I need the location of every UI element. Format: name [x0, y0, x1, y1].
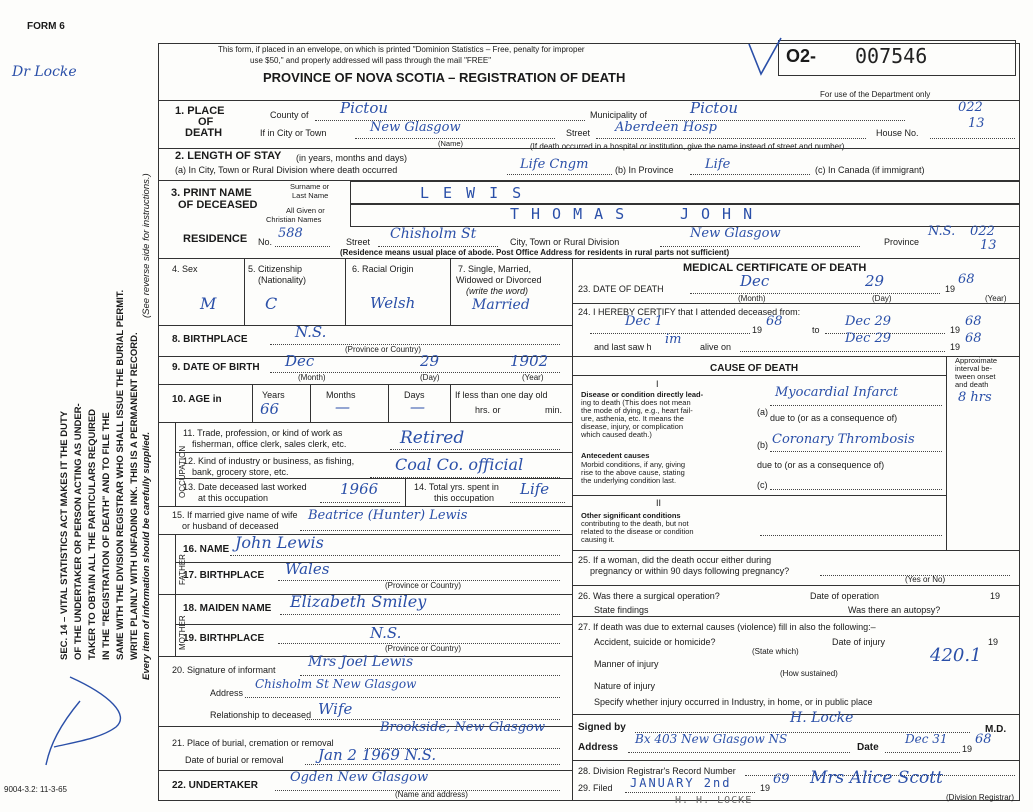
hospital-note: (If death occurred in a hospital or institution, give the name instead of street and number) — [530, 142, 845, 151]
dob-month: Dec — [285, 352, 315, 370]
sig-year: 68 — [975, 732, 992, 747]
interval-label-3: tween onset — [955, 372, 996, 381]
street-value: Aberdeen Hosp — [615, 120, 717, 135]
death-month: Dec — [740, 272, 770, 290]
stay-unit-hint: (in years, months and days) — [296, 153, 408, 163]
informant-signature: Mrs Joel Lewis — [308, 654, 414, 670]
handwritten-scribble — [40, 665, 150, 775]
sidebar-line3: TAKER TO OBTAIN ALL THE PARTICULARS REQUIRED — [87, 408, 98, 660]
specify-label: Specify whether injury occurred in Industry, in home, or in public place — [594, 697, 873, 707]
direct-cause-5: disease, injury, or complication — [581, 422, 683, 431]
surname-label-2: Last Name — [292, 191, 329, 200]
attended-to-date: Dec 29 — [845, 314, 892, 329]
q26-autopsy-label: Was there an autopsy? — [848, 605, 941, 615]
birthplace-value: N.S. — [295, 323, 327, 341]
under-day-label-2: hrs. or — [475, 405, 501, 415]
father-name-label: 16. NAME — [183, 544, 230, 555]
municipality-label: Municipality of — [590, 110, 648, 120]
city-value: New Glasgow — [370, 120, 461, 135]
md-label: M.D. — [985, 724, 1007, 735]
attended-from-year: 68 — [766, 314, 783, 329]
informant-address-label: Address — [210, 688, 244, 698]
sig-address-value: Bx 403 New Glasgow NS — [635, 732, 788, 746]
given-label-1: All Given or — [286, 206, 325, 215]
birthplace-label: 8. BIRTHPLACE — [172, 334, 248, 345]
racial-label: 6. Racial Origin — [352, 264, 414, 274]
residence-label: RESIDENCE — [183, 233, 248, 245]
antecedent-4: the underlying condition last. — [581, 476, 677, 485]
q26-operation-year: 19 — [990, 591, 1001, 601]
mother-birthplace: N.S. — [370, 624, 402, 642]
q27-accident-label: Accident, suicide or homicide? — [594, 637, 716, 647]
other-conditions-4: causing it. — [581, 535, 615, 544]
sig-date-value: Dec 31 — [905, 732, 948, 746]
nature-label: Nature of injury — [594, 681, 656, 691]
spouse-label-1: 15. If married give name of wife — [172, 510, 298, 520]
interval-label-4: and death — [955, 380, 989, 389]
q14-label-2: this occupation — [434, 493, 495, 503]
burial-date: Jan 2 1969 N.S. — [318, 746, 437, 764]
manner-label: Manner of injury — [594, 659, 659, 669]
q26-operation-date-label: Date of operation — [810, 591, 880, 601]
city-label: If in City or Town — [260, 128, 327, 138]
stay-a-value: Life Cngm — [520, 157, 589, 172]
dob-year: 1902 — [510, 352, 549, 370]
residence-no-label: No. — [258, 237, 273, 247]
registration-prefix: O2- — [786, 46, 817, 66]
dob-day-hint: (Day) — [420, 373, 440, 382]
sig-address-label: Address — [578, 742, 619, 753]
death-month-hint: (Month) — [738, 294, 766, 303]
antecedent-1: Antecedent causes — [581, 451, 650, 460]
other-conditions-1: Other significant conditions — [581, 511, 681, 520]
informant-address: Chisholm St New Glasgow — [255, 677, 417, 691]
q28-label: 28. Division Registrar's Record Number — [578, 766, 736, 776]
informant-signature-label: 20. Signature of informant — [172, 665, 276, 675]
residence-street: Chisholm St — [390, 226, 477, 242]
stay-label: 2. LENGTH OF STAY — [175, 150, 282, 162]
name-label-2: OF DECEASED — [178, 199, 258, 211]
registrar-signature: Mrs Alice Scott — [810, 768, 943, 788]
attended-to-year-prefix: 19 — [950, 325, 961, 335]
last-saw-label: and last saw h — [594, 342, 652, 352]
attended-to-label: to — [812, 325, 820, 335]
q14-value: Life — [520, 480, 550, 498]
father-birthplace-hint: (Province or Country) — [385, 581, 462, 590]
cause-a-value: Myocardial Infarct — [775, 385, 899, 400]
age-years-value: 66 — [260, 400, 280, 418]
signed-by-value: H. Locke — [790, 710, 854, 726]
sidebar-line5: SAME WITH THE DIVISION REGISTRAR WHO SHALL ISSUE THE BURIAL PERMIT. — [115, 289, 126, 660]
q14-label-1: 14. Total yrs. spent in — [414, 482, 499, 492]
q25-label-2: pregnancy or within 90 days following pregnancy? — [590, 566, 790, 576]
sig-date-label: Date — [857, 742, 879, 753]
relationship-value: Wife — [318, 700, 353, 718]
given-name-2: JOHN — [680, 205, 765, 223]
direct-cause-1: Disease or condition directly lead- — [581, 390, 704, 399]
citizenship-label: 5. Citizenship — [248, 264, 303, 274]
cause-a-label: (a) — [757, 407, 768, 417]
filed-date: JANUARY 2nd — [630, 776, 732, 790]
sidebar-line2: OF THE UNDERTAKER OR PERSON ACTING AS UNDER- — [73, 403, 84, 660]
citizenship-value: C — [265, 294, 278, 313]
death-year: 68 — [958, 272, 975, 287]
marital-label-2: Widowed or Divorced — [456, 275, 542, 285]
dept-code-1: 022 — [958, 100, 983, 115]
age-days-label: Days — [404, 390, 425, 400]
filed-year-prefix: 19 — [760, 783, 771, 793]
due-to-label-2: due to (or as a consequence of) — [757, 460, 885, 470]
name-label-1: 3. PRINT NAME — [171, 187, 252, 199]
death-day: 29 — [865, 272, 885, 290]
racial-value: Welsh — [370, 294, 416, 312]
sidebar-line7: Every item of information should be carefully supplied. — [141, 431, 152, 680]
death-day-hint: (Day) — [872, 294, 892, 303]
alive-year: 68 — [965, 331, 982, 346]
residence-division-label: City, Town or Rural Division — [510, 237, 620, 247]
form-title: PROVINCE OF NOVA SCOTIA – REGISTRATION OF DEATH — [263, 70, 626, 85]
alive-on-date: Dec 29 — [845, 331, 892, 346]
age-days-value: — — [410, 398, 425, 416]
sex-label: 4. Sex — [172, 264, 198, 274]
burial-date-label: Date of burial or removal — [185, 755, 284, 765]
sidebar-line4: IN THE "REGISTRATION OF DEATH" AND TO FILE THE — [101, 412, 112, 660]
date-of-death-label: 23. DATE OF DEATH — [578, 284, 664, 294]
marital-value: Married — [472, 297, 530, 313]
death-year-hint: (Year) — [985, 294, 1007, 303]
mail-notice-line1: This form, if placed in an envelope, on which is printed "Dominion Statistics – Free, penalty for improper — [218, 45, 585, 54]
surname-label-1: Surname or — [290, 182, 330, 191]
age-months-value: — — [335, 398, 350, 416]
undertaker-label: 22. UNDERTAKER — [172, 780, 258, 791]
q26-label: 26. Was there a surgical operation? — [578, 591, 720, 601]
direct-cause-6: which caused death.) — [581, 430, 652, 439]
undertaker-hint: (Name and address) — [395, 790, 468, 799]
attended-from-year-prefix: 19 — [752, 325, 763, 335]
last-saw-value: im — [665, 332, 682, 347]
stay-b-label: (b) In Province — [615, 165, 674, 175]
residence-street-label: Street — [346, 237, 371, 247]
alive-year-prefix: 19 — [950, 342, 961, 352]
q11-value: Retired — [400, 428, 465, 448]
city-name-hint: (Name) — [438, 139, 464, 148]
municipality-value: Pictou — [690, 99, 739, 117]
dob-day: 29 — [420, 352, 440, 370]
sex-value: M — [200, 294, 217, 313]
q29-label: 29. Filed — [578, 783, 613, 793]
residence-no: 588 — [278, 226, 303, 241]
q13-label-1: 13. Date deceased last worked — [183, 482, 307, 492]
handwritten-doctor-name: Dr Locke — [12, 64, 77, 80]
stay-a-label: (a) In City, Town or Rural Division where death occurred — [175, 165, 398, 175]
attended-to-year: 68 — [965, 314, 982, 329]
sidebar-line8: (See reverse side for instructions.) — [141, 173, 152, 318]
county-value: Pictou — [340, 99, 389, 117]
interval-label-2: interval be- — [955, 364, 993, 373]
q11-label-1: 11. Trade, profession, or kind of work as — [183, 428, 343, 438]
sidebar-line1: SEC. 14 – VITAL STATISTICS ACT MAKES IT THE DUTY — [59, 410, 70, 660]
q27-year: 19 — [988, 637, 999, 647]
father-name: John Lewis — [235, 533, 324, 552]
q13-label-2: at this occupation — [198, 493, 269, 503]
dob-year-hint: (Year) — [522, 373, 544, 382]
given-label-2: Christian Names — [266, 215, 322, 224]
form-number: FORM 6 — [27, 21, 65, 32]
dob-label: 9. DATE OF BIRTH — [172, 362, 260, 373]
age-months-label: Months — [326, 390, 356, 400]
interval-label-1: Approximate — [955, 356, 998, 365]
doctor-stamp: H. H. LOCKE — [675, 795, 753, 806]
street-label: Street — [566, 128, 591, 138]
medical-title: MEDICAL CERTIFICATE OF DEATH — [683, 262, 867, 274]
place-label-3: DEATH — [185, 127, 223, 139]
cause-a-interval: 8 hrs — [958, 390, 992, 405]
place-label-2: OF — [198, 116, 214, 128]
antecedent-2: Morbid conditions, if any, giving — [581, 460, 686, 469]
cause-c-label: (c) — [757, 480, 768, 490]
alive-on-label: alive on — [700, 342, 732, 352]
form-code: 9004-3.2: 11-3-65 — [4, 785, 68, 794]
mail-notice-line2: use $50," and properly addressed will pass through the mail "FREE" — [250, 56, 492, 65]
occupation-side-label: OCCUPATION — [178, 445, 187, 498]
surname-value: LEWIS — [420, 184, 536, 202]
signed-by-label: Signed by — [578, 722, 626, 733]
registrar-hint: (Division Registrar) — [946, 793, 1015, 802]
age-label: 10. AGE in — [172, 394, 222, 405]
q27-date-label: Date of injury — [832, 637, 886, 647]
attended-label: 24. I HEREBY CERTIFY that I attended deceased from: — [578, 307, 801, 317]
stay-b-value: Life — [705, 157, 731, 172]
mother-birthplace-label: 19. BIRTHPLACE — [183, 633, 265, 644]
how-sustained-hint: (How sustained) — [780, 669, 838, 678]
other-conditions-2: contributing to the death, but not — [581, 519, 689, 528]
undertaker-value: Ogden New Glasgow — [290, 770, 429, 785]
father-birthplace-label: 17. BIRTHPLACE — [183, 570, 265, 581]
father-side-label: FATHER — [178, 554, 187, 585]
mother-side-label: MOTHER — [178, 615, 187, 650]
cause-b-label: (b) — [757, 440, 768, 450]
q13-value: 1966 — [340, 480, 379, 498]
registration-number: 007546 — [855, 44, 928, 68]
q26-findings-label: State findings — [594, 605, 649, 615]
residence-division: New Glasgow — [690, 226, 781, 241]
relationship-label: Relationship to deceased — [210, 710, 312, 720]
mother-birthplace-hint: (Province or Country) — [385, 644, 462, 653]
marital-label-3: (write the word) — [466, 286, 529, 296]
attended-from-date: Dec 1 — [625, 314, 663, 329]
manner-code: 420.1 — [930, 645, 982, 666]
cause-section-2: II — [656, 498, 662, 508]
cause-b-value: Coronary Thrombosis — [772, 432, 915, 447]
q27-label: 27. If death was due to external causes (violence) fill in also the following:– — [578, 622, 876, 632]
citizenship-sub: (Nationality) — [258, 275, 307, 285]
q25-label-1: 25. If a woman, did the death occur either during — [578, 555, 772, 565]
cause-section-1: I — [656, 379, 659, 389]
stay-c-label: (c) In Canada (if immigrant) — [815, 165, 925, 175]
age-years-label: Years — [262, 390, 285, 400]
residence-code-1: 022 — [970, 224, 995, 239]
death-year-prefix: 19 — [945, 284, 956, 294]
due-to-label-1: due to (or as a consequence of) — [770, 413, 898, 423]
residence-note: (Residence means usual place of abode. Post Office Address for residents in rural parts not sufficient) — [340, 248, 730, 257]
county-label: County of — [270, 110, 309, 120]
q12-value: Coal Co. official — [395, 455, 524, 474]
q11-label-2: fisherman, office clerk, sales clerk, etc. — [192, 439, 347, 449]
father-birthplace: Wales — [285, 560, 330, 578]
under-day-label-1: If less than one day old — [455, 390, 548, 400]
filed-year: 69 — [773, 772, 790, 787]
mother-maiden-name: Elizabeth Smiley — [290, 592, 427, 611]
dept-use-label: For use of the Department only — [820, 90, 931, 99]
spouse-label-2: or husband of deceased — [182, 521, 279, 531]
q12-label-1: 12. Kind of industry or business, as fishing, — [183, 456, 355, 466]
under-day-label-3: min. — [545, 405, 563, 415]
sig-year-prefix: 19 — [962, 744, 973, 754]
direct-cause-2: ing to death (This does not mean — [581, 398, 691, 407]
residence-province-label: Province — [884, 237, 920, 247]
place-label-1: 1. PLACE — [175, 105, 225, 117]
dept-code-2: 13 — [968, 116, 985, 131]
direct-cause-3: the mode of dying, e.g., heart fail- — [581, 406, 693, 415]
other-conditions-3: related to the disease or condition — [581, 527, 694, 536]
burial-place-label: 21. Place of burial, cremation or removal — [172, 738, 334, 748]
checkmark-icon — [745, 34, 785, 84]
q27-state-which: (State which) — [752, 647, 799, 656]
spouse-value: Beatrice (Hunter) Lewis — [308, 508, 468, 523]
birthplace-hint: (Province or Country) — [345, 345, 422, 354]
marital-label-1: 7. Single, Married, — [458, 264, 532, 274]
dob-month-hint: (Month) — [298, 373, 326, 382]
cause-title: CAUSE OF DEATH — [710, 363, 799, 374]
house-number-label: House No. — [876, 128, 919, 138]
q25-yes-no-hint: (Yes or No) — [905, 575, 946, 584]
given-name-1: THOMAS — [510, 205, 637, 223]
residence-province: N.S. — [928, 224, 956, 239]
burial-place: Brookside, New Glasgow — [380, 720, 545, 735]
mother-maiden-label: 18. MAIDEN NAME — [183, 603, 272, 614]
direct-cause-4: ure, asthenia, etc. It means the — [581, 414, 684, 423]
sidebar-line6: WRITE PLAINLY WITH UNFADING INK. THIS IS A PERMANENT RECORD. — [129, 332, 140, 660]
residence-code-2: 13 — [980, 238, 997, 253]
q12-label-2: bank, grocery store, etc. — [192, 467, 289, 477]
antecedent-3: rise to the above cause, stating — [581, 468, 685, 477]
